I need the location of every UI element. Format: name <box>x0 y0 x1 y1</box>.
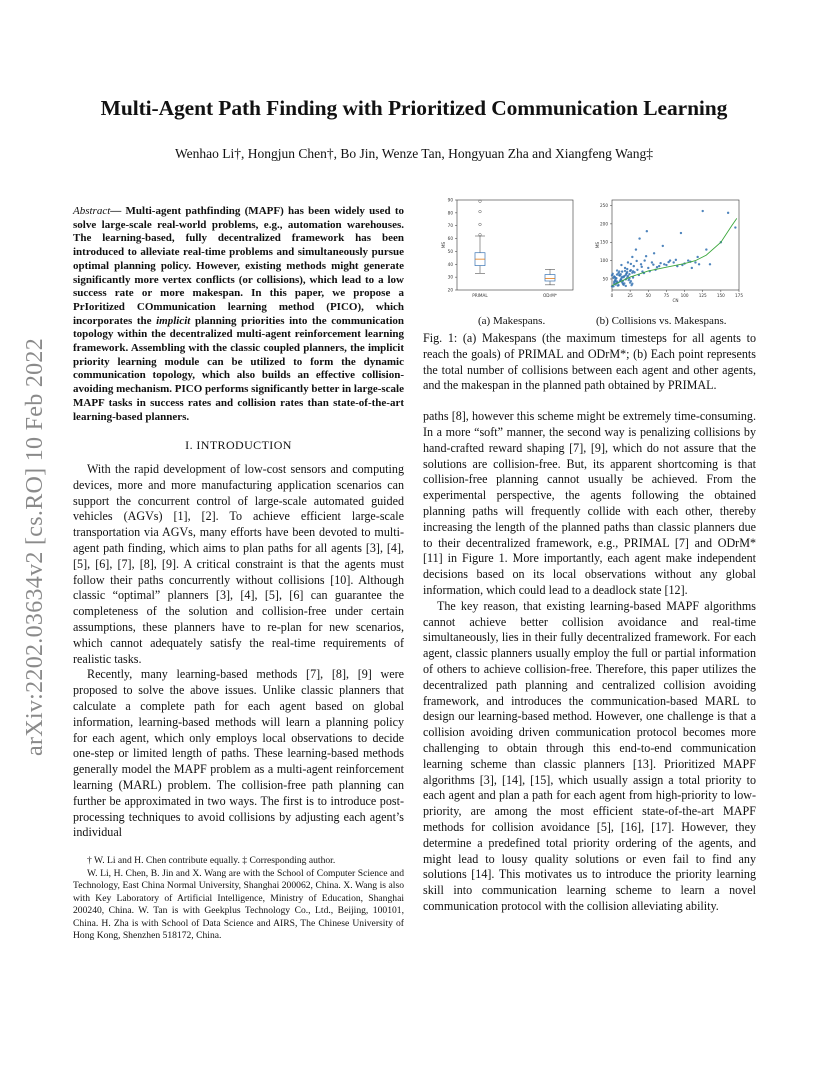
scatter-point <box>616 269 618 271</box>
boxplot-ytick-label: 70 <box>447 223 453 229</box>
scatter-point <box>633 265 635 267</box>
scatter-xtick-label: 150 <box>716 293 725 298</box>
scatter-point <box>621 270 623 272</box>
scatter-point <box>709 263 711 265</box>
scatter-point <box>629 281 631 283</box>
scatter-point <box>640 263 642 265</box>
scatter-xtick-label: 175 <box>735 293 743 298</box>
scatter-point <box>630 263 632 265</box>
scatter-point <box>694 261 696 263</box>
scatter-ytick-label: 150 <box>600 239 608 245</box>
scatter-point <box>727 212 729 214</box>
scatter-point <box>653 252 655 254</box>
scatter-xtick-label: 125 <box>698 293 707 298</box>
intro-paragraph-4: The key reason, that existing learning-based MAPF algorithms cannot achieve better collision avoidance and real-time simultaneously, lies in their fully decentralized framework. For each agent, classic planners usually employ the full or partial information of others to achieve collision-free. Therefore, this paper utilizes the decentralized path planning and centralized collision avoiding framework, and introduces the communication-based MARL to design our learning-based method. However, one challenge is that a collision avoiding driven communication protocol becomes more challenging to obtain through this end-to-end communication learning scheme than classic planners [13]. Prioritized MAPF algorithms [3], [14], [15], which usually assign a total priority to each agent and plan a path for each agent from high-priority to low-priority, are among the most efficient state-of-the-art MAPF methods for collision avoidance [5], [16], [17]. However, they determine a predefined total priority ordering of the agents, and might lead to lousy quality solutions or even fail to find any solutions [14]. This motivates us to introduce the priority learning skill into communication learning scheme to learn a novel communication protocol with the collision alleviating ability. <box>423 598 756 913</box>
scatter-point <box>647 267 649 269</box>
footnotes <box>73 855 404 943</box>
scatter-point <box>691 267 693 269</box>
scatter-ylabel: MS <box>595 241 600 249</box>
scatter-point <box>627 279 629 281</box>
boxplot-ytick-label: 80 <box>447 210 453 216</box>
scatter-point <box>630 269 632 271</box>
scatter-point <box>651 261 653 263</box>
boxplot-ytick-label: 40 <box>447 261 453 267</box>
abstract-text-part2: planning priorities into the communication topology within the decentralized multi-agent reinforcement learning framework. Assembling with the classic coupled planners, the implicit priority learning module can be utilized to form the dynamic communication topology, which also builds an effective collision-avoiding mechanism. PICO performs significantly better in large-scale MAPF tasks in success rates and collision rates than state-of-the-art learning-based planners. <box>73 314 404 423</box>
scatter-point <box>627 261 629 263</box>
scatter-point <box>631 272 633 274</box>
scatter-xtick-label: 100 <box>680 293 689 298</box>
scatter-point <box>662 245 664 247</box>
scatter-ytick-label: 200 <box>600 221 608 227</box>
abstract <box>73 205 404 424</box>
scatter-ytick-label: 100 <box>600 258 608 264</box>
scatter-point <box>635 260 637 262</box>
scatter-point <box>619 274 621 276</box>
scatter-point <box>635 248 637 250</box>
scatter-point <box>675 259 677 261</box>
boxplot-category-label: PRIMAL <box>472 293 488 298</box>
scatter-point <box>611 274 613 276</box>
scatter-point <box>638 237 640 239</box>
scatter-point <box>624 270 626 272</box>
scatter-point <box>641 266 643 268</box>
scatter-point <box>624 267 626 269</box>
boxplot-frame <box>457 200 573 290</box>
scatter-point <box>659 262 661 264</box>
scatter-point <box>630 284 632 286</box>
subfigure-b-caption: (b) Collisions vs. Makespans. <box>596 315 727 327</box>
scatter-point <box>702 210 704 212</box>
abstract-emphasis: implicit <box>156 314 191 327</box>
scatter-point <box>612 277 614 279</box>
boxplot-ytick-label: 90 <box>447 197 453 203</box>
scatter-point <box>658 265 660 267</box>
intro-paragraph-3: paths [8], however this scheme might be extremely time-consuming. In a more “soft” manner, the second way is penalizing collisions by hand-crafted reward shaping [7], [9], which do not assure that the solutions are collision-free. But, its apparent shortcoming is that collision-free planning cannot usually be achieved. From the experimental perspective, the agents following the obtained planning paths will frequently collide with each other, thereby increasing the length of the planned paths than classic planners due to their decentralized framework, e.g., PRIMAL [7] and ODrM* [11] in Figure 1. More importantly, each agent make independent decisions based on its local observations without any global information, which could lead to a deadlock state [12]. <box>423 409 756 597</box>
scatter-point <box>696 256 698 258</box>
scatter-point <box>680 232 682 234</box>
scatter-xtick-label: 25 <box>627 293 633 298</box>
scatter-point <box>631 256 633 258</box>
figure-1-caption: Fig. 1: (a) Makespans (the maximum timesteps for all agents to reach the goals) of PRIMAL and ODrM*; (b) Each point represents the total number of collisions between each agent and other agents, and the makespan in the planned path obtained by PRIMAL. <box>423 331 756 393</box>
scatter-point <box>622 284 624 286</box>
scatter-point <box>626 268 628 270</box>
scatter-point <box>617 284 619 286</box>
abstract-label: Abstract <box>73 205 111 217</box>
boxplot-category-label: ODrM* <box>543 293 557 298</box>
scatter-point <box>652 263 654 265</box>
boxplot-outlier <box>479 223 482 226</box>
scatter-point <box>625 274 627 276</box>
intro-paragraph-1: With the rapid development of low-cost sensors and computing devices, more and more manufacturing application scenarios can support the concurrent control of large-scale automated guided vehicles (AGVs) [1], [2]. To achieve efficient large-scale transportation via AGVs, many efforts have been devoted to multi-agent path finding, which aims to plan paths for all agents [3], [4], [5], [6], [7], [8], [9]. A critical constraint is that the agents must follow their paths concurrently without collisions [10]. Although classic “optimal” planners [3], [4], [5], [6] can guarantee the completeness of the solution and collision-free under certain assumptions, these planners have to re-plan for new scenarios, which cannot adequately satisfy the real-time requirements of realistic tasks. <box>73 462 404 666</box>
boxplot-ytick-label: 20 <box>447 287 453 293</box>
scatter-point <box>672 261 674 263</box>
right-column <box>423 331 756 915</box>
boxplot-outlier <box>479 210 482 213</box>
subfigure-a-caption: (a) Makespans. <box>478 315 546 327</box>
boxplot-ytick-label: 50 <box>447 248 453 254</box>
scatter-point <box>643 259 645 261</box>
scatter-collisions-makespans <box>595 200 743 303</box>
footnote-equal-contribution: † W. Li and H. Chen contribute equally. ‡ Corresponding author. <box>87 855 336 867</box>
boxplot-box <box>545 275 555 281</box>
intro-paragraph-2: Recently, many learning-based methods [7], [8], [9] were proposed to solve the above issues. Unlike classic planners that calculate a complete path for each agent based on global information, learning-based methods will learn a planning policy for each agent, which only employs local observations to decide one-step or limited length of paths. These learning-based methods generally model the MAPF problem as a multi-agent reinforcement learning (MARL) problem. The collision-free path planning can further be approximated in two ways. The first is to introduce post-processing techniques to avoid collisions by adjusting each agent’s individual <box>73 667 404 840</box>
paper-title: Multi-Agent Path Finding with Prioritized Communication Learning <box>100 96 728 120</box>
scatter-point <box>687 259 689 261</box>
abstract-text-part1: — Multi-agent pathfinding (MAPF) has been widely used to solve large-scale real-world problems, e.g., automation warehouses. The learning-based, fully decentralized framework has been introduced to alleviate real-time problems and simultaneously pursue optimal planning policy. However, existing methods might generate significantly more vertex conflicts (or collisions), which lead to a low success rate or more makespan. In this paper, we propose a PrIoritized COmmunication learning method (PICO), which incorporates the <box>73 205 404 327</box>
scatter-point <box>625 285 627 287</box>
scatter-point <box>646 230 648 232</box>
scatter-xtick-label: 0 <box>610 293 614 298</box>
figure-1-plots <box>423 192 756 312</box>
boxplot-outlier <box>479 233 482 236</box>
left-column <box>73 205 404 943</box>
scatter-xtick-label: 75 <box>663 293 670 298</box>
arxiv-identifier[interactable]: arXiv:2202.03634v2 [cs.RO] 10 Feb 2022 <box>22 337 48 756</box>
scatter-point <box>636 269 638 271</box>
scatter-point <box>620 279 622 281</box>
scatter-xtick-label: 50 <box>645 293 651 298</box>
scatter-point <box>656 266 658 268</box>
scatter-point <box>698 263 700 265</box>
scatter-point <box>613 281 615 283</box>
scatter-point <box>667 261 669 263</box>
scatter-fit-line <box>612 218 737 285</box>
boxplot-ytick-label: 60 <box>447 236 453 242</box>
scatter-point <box>734 226 736 228</box>
scatter-ytick-label: 50 <box>602 276 608 282</box>
author-list: Wenhao Li†, Hongjun Chen†, Bo Jin, Wenze Tan, Hongyuan Zha and Xiangfeng Wang‡ <box>175 146 653 161</box>
boxplot-ytick-label: 30 <box>447 274 453 280</box>
footnote-affiliations: W. Li, H. Chen, B. Jin and X. Wang are with the School of Computer Science and Technology, East China Normal University, Shanghai 200062, China. X. Wang is also with Key Laboratory of Artificial Intelligence, Ministry of Education, Shanghai 200240, China. W. Tan is with Geekplus Technology Co., Ltd., Beijing, 100101, China. H. Zha is with School of Data Science and AIRS, The Chinese University of Hong Kong, Shenzhen 518172, China. <box>73 867 404 942</box>
scatter-point <box>617 272 619 274</box>
section-heading-introduction: I. INTRODUCTION <box>185 438 292 453</box>
scatter-point <box>645 255 647 257</box>
figure-1 <box>423 192 756 327</box>
scatter-point <box>705 248 707 250</box>
boxplot-ylabel: MS <box>441 241 446 249</box>
boxplot-outlier <box>479 200 482 203</box>
scatter-xlabel: CN <box>672 298 679 303</box>
scatter-point <box>620 264 622 266</box>
scatter-point <box>663 263 665 265</box>
boxplot-makespans <box>441 198 573 299</box>
scatter-point <box>665 264 667 266</box>
scatter-ytick-label: 250 <box>600 203 608 209</box>
